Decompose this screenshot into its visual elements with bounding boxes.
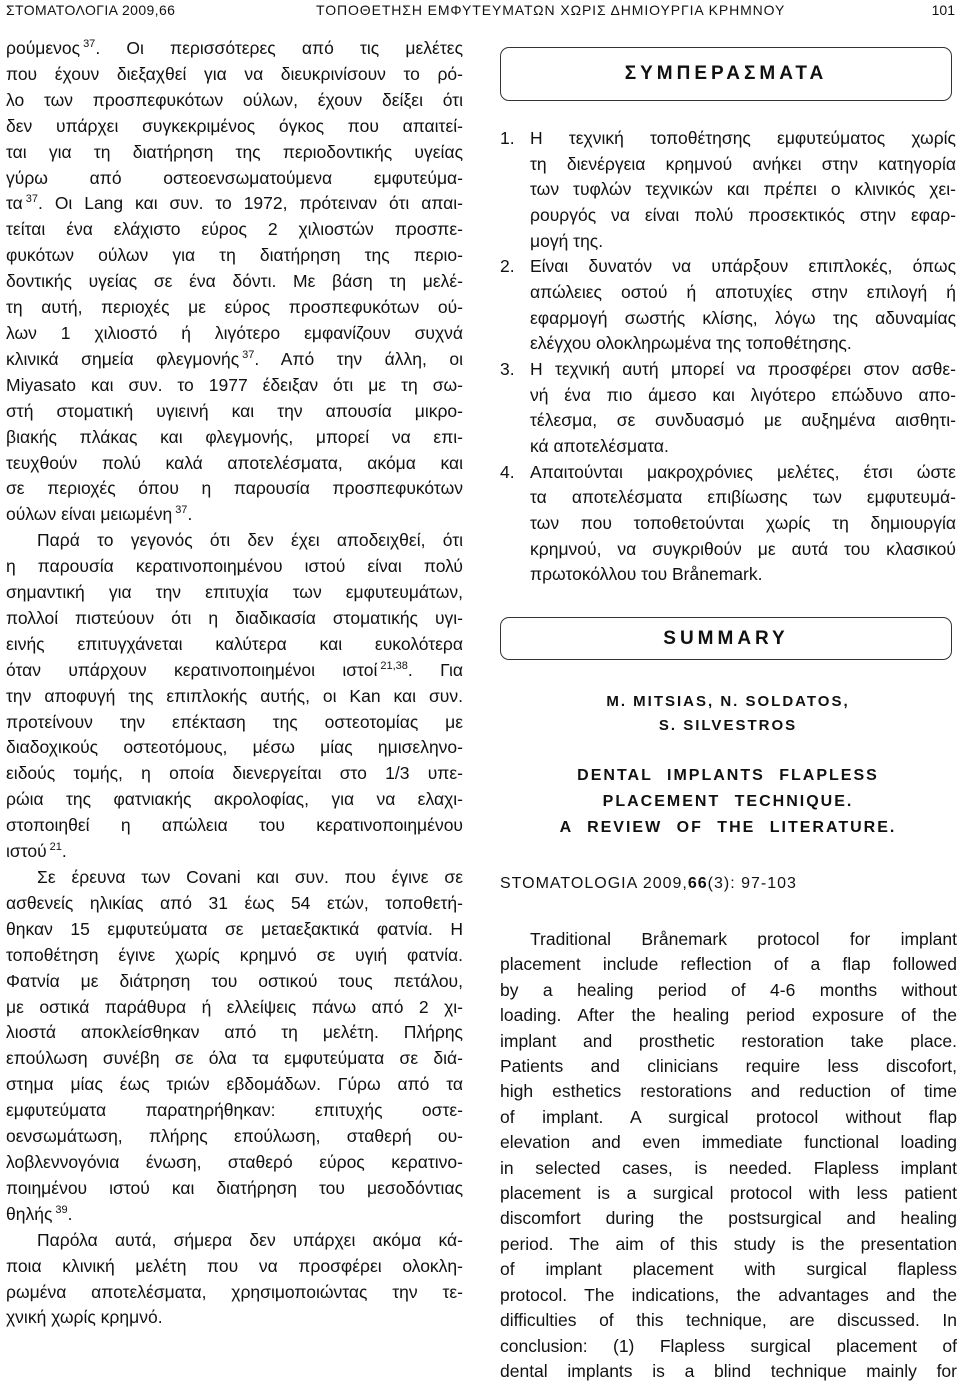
conclusions-list: [500, 126, 956, 588]
line-text: στοποιηθεί η απώλεια του κερατινοποιημένου: [6, 815, 463, 836]
text-line: [500, 1308, 957, 1333]
text-line: [6, 943, 463, 969]
line-text: Είναι δυνατόν να υπάρξουν επιπλοκές, όπως: [530, 256, 956, 277]
text-line: [530, 357, 956, 383]
text-line: [530, 229, 956, 255]
line-text: με οστικά παράθυρα ή ελλείψεις πάνω από 2 χι-: [6, 996, 463, 1017]
text-line: [530, 203, 956, 229]
text-line: [6, 321, 463, 347]
text-line: [6, 1150, 463, 1176]
text-line: [6, 1254, 463, 1280]
reference-superscript: 37: [83, 38, 96, 50]
text-line: [530, 254, 956, 280]
line-text: τέλεσμα, σε συνδυασμό με αυξημένα αισθητι-: [530, 410, 956, 431]
line-text: οενσωμάτωση, πλήρης επούλωση, σταθερή ου-: [6, 1126, 463, 1147]
conclusions-heading-box: [500, 47, 952, 101]
text-line: [6, 502, 463, 528]
text-line: [6, 373, 463, 399]
abstract: [500, 927, 957, 1384]
line-text: elevation and even immediate functional loading: [500, 1132, 957, 1153]
line-text: Παρά το γεγονός ότι δεν έχει αποδειχθεί, ότι: [37, 530, 463, 551]
reference-superscript: 21: [49, 841, 62, 854]
conclusions-heading: ΣΥΜΠΕΡΑΣΜΑΤΑ: [624, 63, 828, 84]
text-line: [500, 1283, 957, 1308]
conclusion-number: 1.: [500, 128, 515, 148]
text-line: [500, 1029, 957, 1054]
text-line: [500, 1206, 957, 1231]
authors: [500, 690, 956, 738]
reference-superscript: 21,38: [380, 659, 408, 672]
conclusion-text: [530, 460, 956, 588]
line-text: .: [187, 504, 193, 525]
text-line: [6, 839, 463, 865]
text-line: [6, 554, 463, 580]
text-line: [500, 1054, 957, 1079]
text-line: [6, 632, 463, 658]
line-text: δοντικής υγείας σε ένα δόντι. Με βάση τη μελέ-: [6, 271, 463, 292]
line-text: . Οι περισσότερες από τις μελέτες: [95, 38, 463, 58]
line-text: κρημνού, να συγκριθούν με αυτά του κλασικού: [530, 538, 956, 559]
line-text: ασθενείς ηλικίας από 31 έως 54 ετών, τοποθετή-: [6, 892, 463, 913]
line-text: τα: [6, 193, 23, 214]
text-line: [530, 434, 956, 460]
line-text: χνική χωρίς κρημνό.: [6, 1307, 163, 1328]
line-text: λοβλεννογόνια ένωση, σταθερό εύρος κερατινο-: [6, 1151, 463, 1172]
line-text: εινής επιτυγχάνεται καλύτερα και ευκολότερα: [6, 633, 463, 654]
line-text: επούλωση συνέβη σε όλα τα εμφυτεύματα σε διά-: [6, 1048, 463, 1069]
line-text: νή ένα πιο άμεσο και λιγότερο επώδυνο απο-: [530, 384, 956, 405]
line-text: λο των προσπεφυκότων ούλων, έχουν δείξει ότι: [6, 89, 463, 110]
reference-superscript: 37: [25, 193, 39, 206]
text-line: [6, 243, 463, 269]
line-text: high esthetics restorations and reduction of time: [500, 1081, 957, 1102]
line-text: στημα μίας έως τριών εβδομάδων. Γύρω από τα: [6, 1074, 463, 1095]
line-text: in selected cases, is needed. Flapless implant: [500, 1157, 957, 1178]
line-text: διαδοχικούς οστεοτόμους, μέσω μίας ημισεληνο-: [6, 737, 463, 758]
text-line: [530, 537, 956, 563]
conclusion-number: 3.: [500, 358, 515, 379]
text-line: [6, 1202, 463, 1228]
text-line: [6, 451, 463, 477]
paragraph: [6, 1228, 463, 1332]
line-text: Η τεχνική τοποθέτησης εμφυτεύματος χωρίς: [530, 128, 956, 148]
text-line: [6, 347, 463, 373]
text-line: [6, 761, 463, 787]
text-line: [500, 978, 957, 1003]
line-text: θηλής: [6, 1203, 53, 1224]
line-text: placement is a surgical protocol with less patient: [500, 1183, 957, 1204]
line-text: dental implants is a blind technique mainly for: [500, 1360, 957, 1381]
line-text: loading. After the healing period exposure of the: [500, 1005, 957, 1026]
line-text: κά αποτελέσματα.: [530, 435, 669, 456]
journal-name: ΣΤΟΜΑΤΟΛΟΓΙΑ 2009,66: [6, 2, 176, 18]
text-line: [6, 735, 463, 761]
text-line: [6, 1124, 463, 1150]
line-text: difficulties of this technique, are discussed. In: [500, 1310, 957, 1331]
citation-issue-pages: (3): 97-103: [707, 875, 797, 892]
line-text: προτείνουν την επέκταση της οστεοτομίας με: [6, 711, 463, 732]
text-line: [6, 969, 463, 995]
text-line: [6, 813, 463, 839]
conclusion-item: [500, 126, 956, 254]
line-text: ται για τη διατήρηση της περιοδοντικής υγείας: [6, 141, 463, 162]
line-text: protocol. The indications, the advantages and the: [500, 1284, 957, 1305]
line-text: Traditional Brånemark protocol for implant: [530, 929, 957, 949]
line-text: of implant placement with surgical flapless: [500, 1259, 957, 1280]
text-line: [6, 917, 463, 943]
text-line: [6, 114, 463, 140]
line-text: .: [61, 841, 67, 862]
citation-volume: 66: [687, 875, 708, 892]
line-text: τείται ένα ελάχιστο εύρος 2 χιλιοστών προσπε-: [6, 219, 463, 240]
text-line: [500, 1130, 957, 1155]
line-text: των που τοποθετούνται χωρίς τη δημιουργία: [530, 512, 956, 533]
text-line: [530, 331, 956, 357]
line-text: Miyasato και συν. το 1977 έδειξαν ότι με τη σω-: [6, 374, 463, 395]
line-text: ποιημένου ιστού και διατήρηση του μεσοδόντιας: [6, 1177, 463, 1198]
reference-superscript: 37: [175, 504, 188, 517]
line-text: που έχουν διεξαχθεί για να διευκρινίσουν το ρό-: [6, 63, 463, 84]
summary-heading: SUMMARY: [663, 627, 789, 649]
line-text: σημαντική για την επιτυχία των εμφυτευμάτων,: [6, 582, 463, 603]
line-text: εμφυτεύματα παρατηρήθηκαν: επιτυχής οστε-: [6, 1100, 463, 1121]
running-header: [0, 1, 960, 19]
title-line: PLACEMENT TECHNIQUE.: [602, 793, 854, 810]
text-line: [6, 528, 463, 554]
line-text: ιστού: [6, 841, 47, 862]
reference-superscript: 37: [242, 348, 255, 361]
reference-superscript: 39: [55, 1203, 68, 1216]
text-line: [530, 152, 956, 178]
text-line: [530, 408, 956, 434]
line-text: απώλειες οστού ή αποτυχίες στην επιλογή ή: [530, 281, 956, 302]
conclusion-item: [500, 357, 956, 460]
text-line: [530, 126, 956, 152]
text-line: [6, 1046, 463, 1072]
line-text: . Από την άλλη, οι: [254, 348, 463, 369]
conclusion-text: [530, 254, 956, 357]
text-line: [500, 927, 957, 952]
line-text: by a healing period of 4-6 months without: [500, 979, 957, 1000]
text-line: [6, 865, 463, 891]
text-line: [6, 88, 463, 114]
text-line: [6, 891, 463, 917]
paragraph: [6, 865, 463, 1228]
line-text: δεν υπάρχει συγκεκριμένος όγκος που απαιτεί-: [6, 115, 463, 136]
line-text: τη αυτή, περιοχές με εύρος προσπεφυκότων ού-: [6, 297, 463, 318]
conclusion-text: [530, 126, 956, 254]
text-line: [500, 1181, 957, 1206]
title-line: DENTAL IMPLANTS FLAPLESS: [577, 767, 879, 784]
line-text: την αποφυγή της επιπλοκής αυτής, οι Kan και συν.: [6, 685, 463, 706]
citation-journal: STOMATOLOGIA 2009,: [500, 875, 688, 892]
line-text: η παρουσία κερατινοποιημένου ιστού είναι πολύ: [6, 556, 463, 577]
text-line: [6, 1020, 463, 1046]
text-line: [6, 425, 463, 451]
line-text: φυκότων ούλων για τη διατήρηση της περιο-: [6, 245, 463, 266]
paragraph: [6, 36, 463, 528]
text-line: [6, 399, 463, 425]
line-text: τοποθέτηση έγινε χωρίς κρημνό σε υγιή φατνία.: [6, 944, 463, 965]
running-title: ΤΟΠΟΘΕΤΗΣΗ ΕΜΦΥΤΕΥΜΑΤΩΝ ΧΩΡΙΣ ΔΗΜΙΟΥΡΓΙΑ ΚΡΗΜΝΟΥ: [316, 2, 786, 18]
text-line: [6, 140, 463, 166]
text-line: [6, 476, 463, 502]
line-text: .: [67, 1203, 73, 1224]
line-text: λων 1 χιλιοστό ή λιγότερο εμφανίζουν συχνά: [6, 322, 463, 343]
text-line: [530, 177, 956, 203]
line-text: ρώια της φατνιακής ακρολοφίας, για να ελαχι-: [6, 789, 463, 810]
line-text: ποια κλινική μελέτη που να προσφέρει ολοκλη-: [6, 1255, 463, 1276]
text-line: [6, 62, 463, 88]
line-text: πρωτοκόλλου του Brånemark.: [530, 564, 763, 585]
text-line: [500, 952, 957, 977]
line-text: implant and prosthetic restoration take place.: [500, 1030, 957, 1051]
text-line: [530, 306, 956, 332]
text-line: [530, 280, 956, 306]
line-text: Απαιτούνται μακροχρόνιες μελέτες, έτσι ώστε: [530, 461, 956, 482]
text-line: [500, 1003, 957, 1028]
text-line: [500, 1334, 957, 1359]
line-text: εφαρμογή σωστής κλίσης, λόγω της αδυναμίας: [530, 307, 956, 328]
text-line: [6, 36, 463, 62]
text-line: [6, 684, 463, 710]
text-line: [530, 383, 956, 409]
text-line: [6, 710, 463, 736]
text-line: [6, 217, 463, 243]
line-text: τευχθούν πολύ καλά αποτελέσματα, ακόμα και: [6, 452, 463, 473]
text-line: [6, 1072, 463, 1098]
summary-heading-box: [500, 617, 952, 660]
text-line: [6, 1280, 463, 1306]
text-line: [530, 562, 956, 588]
line-text: ρωμένα αποτελέσματα, χρησιμοποιώντας την τε-: [6, 1281, 463, 1302]
text-line: [6, 1176, 463, 1202]
citation: [500, 874, 797, 894]
text-line: [6, 995, 463, 1021]
line-text: τα αποτελέσματα επιβίωσης των εμφυτευμά-: [530, 487, 956, 508]
text-line: [6, 606, 463, 632]
conclusion-item: [500, 460, 956, 588]
text-line: [500, 1105, 957, 1130]
line-text: στή στοματική υγιεινή και την απουσία μικρο-: [6, 400, 463, 421]
paragraph: [6, 528, 463, 865]
text-line: [530, 511, 956, 537]
line-text: μογή της.: [530, 230, 604, 251]
line-text: σε περιοχές όπου η παρουσία προσπεφυκότων: [6, 478, 463, 499]
line-text: όταν υπάρχουν κερατινοποιημένοι ιστοί: [6, 659, 378, 680]
text-line: [500, 1359, 957, 1384]
text-line: [500, 1257, 957, 1282]
body-text-column: [6, 36, 463, 1331]
line-text: θηκαν 15 εμφυτεύματα σε μεταεξακτικά φατνία. Η: [6, 918, 463, 939]
text-line: [500, 1079, 957, 1104]
text-line: [6, 787, 463, 813]
line-text: ρούμενος: [6, 38, 81, 58]
text-line: [500, 1156, 957, 1181]
conclusion-number: 2.: [500, 256, 515, 277]
line-text: . Οι Lang και συν. το 1972, πρότειναν ότι απαι-: [38, 193, 463, 214]
conclusion-text: [530, 357, 956, 460]
line-text: γύρω από οστεοενσωματούμενα εμφυτεύμα-: [6, 167, 463, 188]
text-line: [500, 1232, 957, 1257]
line-text: Παρόλα αυτά, σήμερα δεν υπάρχει ακόμα κά-: [37, 1229, 463, 1250]
text-line: [6, 166, 463, 192]
line-text: conclusion: (1) Flapless surgical placement of: [500, 1335, 957, 1356]
title-line: A REVIEW OF THE LITERATURE.: [559, 819, 897, 836]
page-number: 101: [931, 2, 955, 18]
line-text: ελέγχου ολοκληρωμένα της τοποθέτησης.: [530, 333, 852, 354]
text-line: [6, 295, 463, 321]
line-text: period. The aim of this study is the presentation: [500, 1233, 957, 1254]
english-title: [500, 763, 956, 841]
text-line: [530, 485, 956, 511]
author-line: M. MITSIAS, N. SOLDATOS,: [606, 693, 850, 710]
line-text: κλινικά σημεία φλεγμονής: [6, 348, 240, 369]
line-text: λιοστά αποκλείσθηκαν από τη μελέτη. Πλήρης: [6, 1022, 463, 1043]
line-text: τη διενέργεια κρημνού ανήκει στην κατηγορία: [530, 153, 956, 174]
text-line: [6, 269, 463, 295]
conclusion-item: [500, 254, 956, 357]
text-line: [6, 580, 463, 606]
text-line: [6, 1098, 463, 1124]
line-text: Σε έρευνα των Covani και συν. που έγινε σε: [37, 867, 463, 887]
line-text: Η τεχνική αυτή μπορεί να προσφέρει στον ασθε-: [530, 358, 956, 379]
line-text: ρουργός να είναι πολύ προσεκτικός στην εφαρ-: [530, 204, 956, 225]
line-text: Patients and clinicians require less discofort,: [500, 1056, 957, 1077]
text-line: [6, 1305, 463, 1331]
text-line: [6, 1228, 463, 1254]
text-line: [6, 658, 463, 684]
line-text: βιακής πλάκας και φλεγμονής, μπορεί να επι-: [6, 426, 463, 447]
line-text: . Για: [407, 659, 463, 680]
author-line: S. SILVESTROS: [658, 717, 798, 734]
line-text: πολλοί πιστεύουν ότι η διαδικασία στοματικής υγι-: [6, 607, 463, 628]
line-text: ειδούς τομής, η οποία διενεργείται στο 1/3 υπε-: [6, 763, 463, 784]
line-text: των τυφλών τεχνικών και πρέπει ο κλινικός χει-: [530, 179, 956, 200]
line-text: ούλων είναι μειωμένη: [6, 504, 173, 525]
line-text: placement include reflection of a flap followed: [500, 954, 957, 975]
conclusion-number: 4.: [500, 461, 515, 482]
text-line: [530, 460, 956, 486]
line-text: Φατνία με διάτρηση του οστικού τους πετάλου,: [6, 970, 463, 991]
line-text: discomfort during the postsurgical and healing: [500, 1208, 957, 1229]
text-line: [6, 191, 463, 217]
line-text: of implant. A surgical protocol without flap: [500, 1106, 957, 1127]
